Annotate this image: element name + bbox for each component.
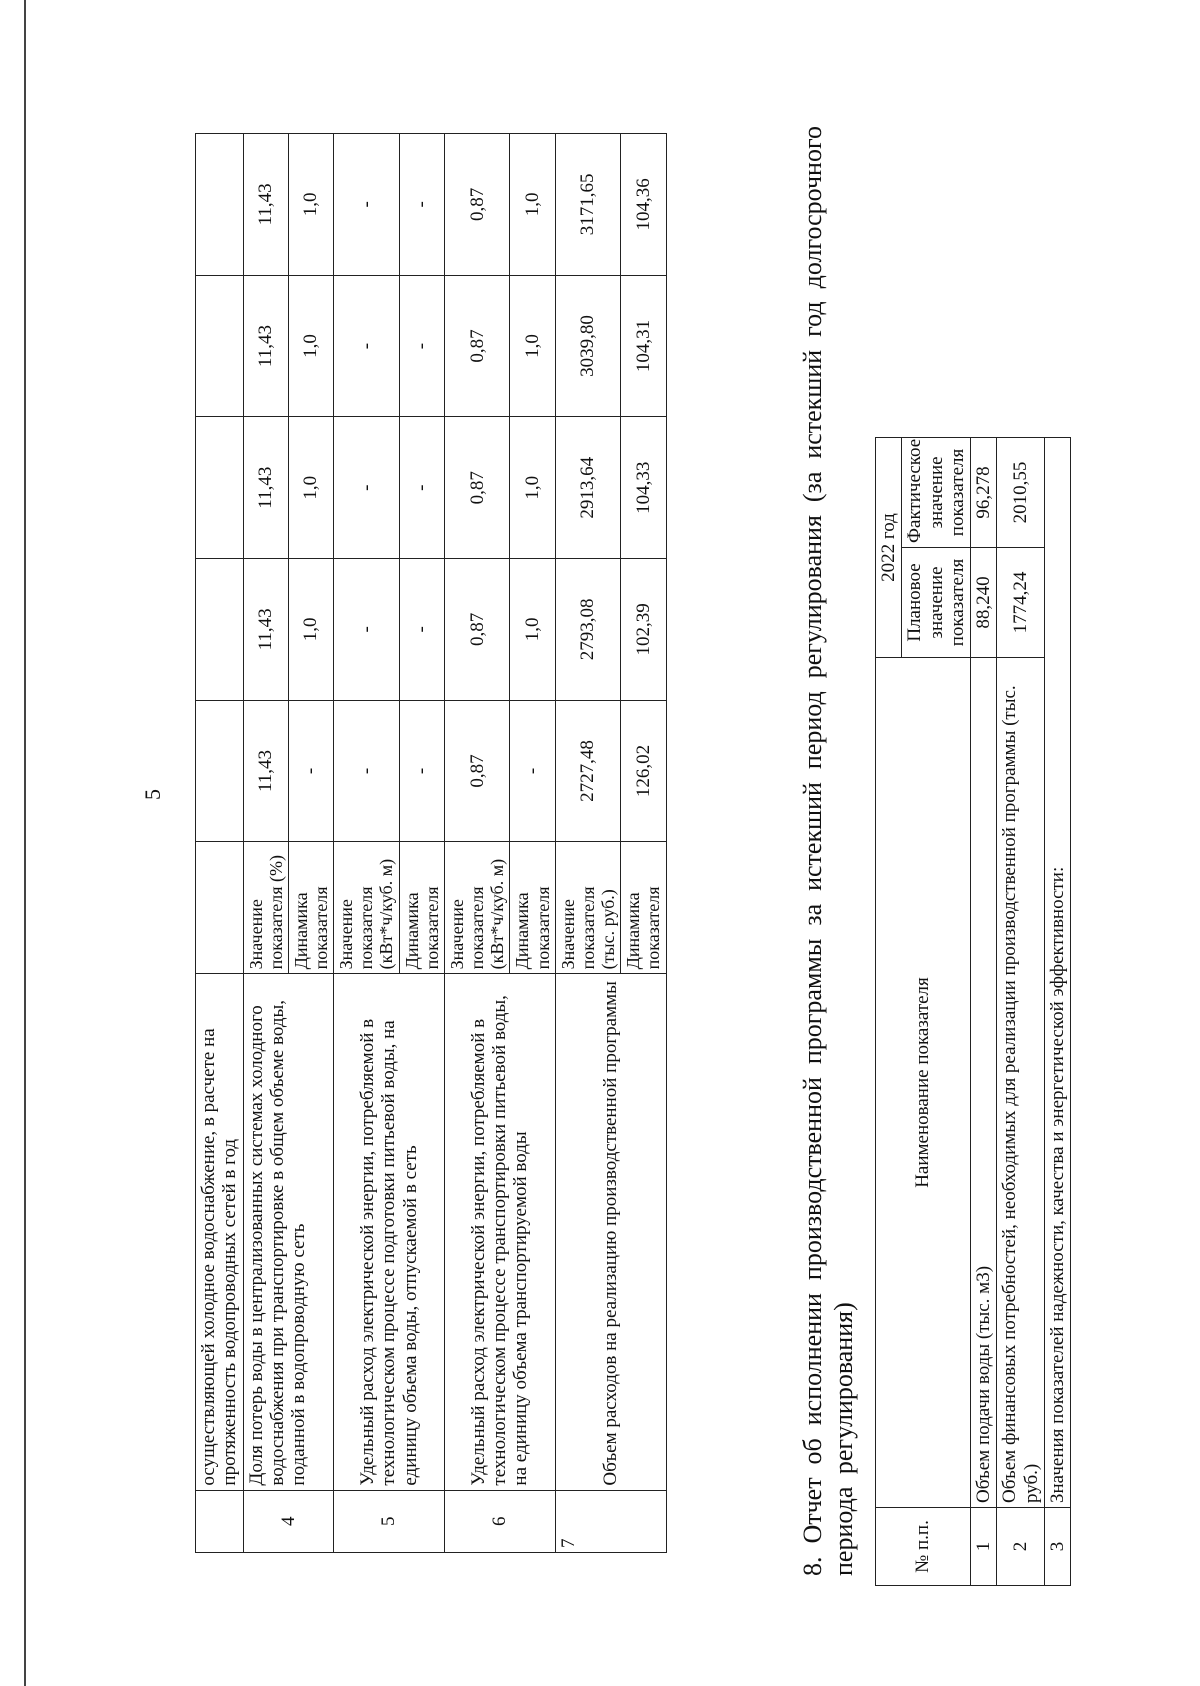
indicator-name: осуществляющей холодное водоснабжение, в расчете на протяженность водопроводных сетей в год [196,974,244,1490]
table-row [971,437,997,1585]
column-header-year: 2022 год [876,437,902,657]
value-cell: 104,31 [621,275,666,417]
value-cell: 11,43 [243,134,288,276]
value-cell: - [334,134,399,276]
column-header-plan: Плановое значение показателя [902,548,971,658]
value-cell: - [334,417,399,559]
table-row [196,134,244,1553]
value-cell: 1,0 [510,275,555,417]
value-cell: 0,87 [444,417,509,559]
value-cell: 1,0 [288,559,333,701]
table-row [243,134,288,1553]
column-header-num: № п.п. [876,1508,971,1586]
value-cell: 104,33 [621,417,666,559]
column-header-name: Наименование показателя [876,658,971,1508]
value-cell: - [334,275,399,417]
value-cell: 2793,08 [555,559,620,701]
value-cell: - [399,275,444,417]
indicator-name: Объем финансовых потребностей, необходимых для реализации производственной программы (тыс. руб.) [997,658,1045,1508]
value-cell: - [399,134,444,276]
unit-cell: Значение показателя (кВт*ч/куб. м) [334,842,399,974]
row-number: 2 [997,1508,1045,1586]
value-cell: - [288,700,333,842]
value-cell: 3039,80 [555,275,620,417]
value-cell: 102,39 [621,559,666,701]
section-8-heading: 8. Отчет об исполнении производственной программы за истекший период регулирования (за истекший год долгосрочного периода регулирования) [798,126,858,1576]
value-cell: - [399,417,444,559]
fact-value: 96,278 [971,437,997,547]
program-report-table [875,437,1071,1586]
table-row [444,134,509,1553]
value-cell: 1,0 [510,134,555,276]
value-cell: - [399,559,444,701]
table-row [334,134,399,1553]
value-cell: - [399,700,444,842]
table-row [1044,437,1070,1585]
row-number: 1 [971,1508,997,1586]
value-cell: 1,0 [288,134,333,276]
value-cell: 1,0 [510,417,555,559]
value-cell: - [334,700,399,842]
value-cell: - [334,559,399,701]
table-row [997,437,1045,1585]
value-cell: 1,0 [510,559,555,701]
unit-cell: Динамика показателя [510,842,555,974]
unit-cell: Динамика показателя [288,842,333,974]
row-number: 6 [444,1490,555,1552]
row-number: 7 [555,1490,666,1552]
value-cell: 0,87 [444,700,509,842]
row-number: 5 [334,1490,445,1552]
fact-value: 2010,55 [997,437,1045,547]
plan-value: 1774,24 [997,548,1045,658]
unit-cell: Динамика показателя [621,842,666,974]
value-cell: 0,87 [444,559,509,701]
value-cell: 11,43 [243,700,288,842]
value-cell: - [510,700,555,842]
table-row [555,134,620,1553]
unit-cell: Значение показателя (кВт*ч/куб. м) [444,842,509,974]
value-cell: 0,87 [444,134,509,276]
value-cell: 2727,48 [555,700,620,842]
unit-cell: Динамика показателя [399,842,444,974]
value-cell: 11,43 [243,417,288,559]
value-cell: 2913,64 [555,417,620,559]
indicator-name: Значения показателей надежности, качества и энергетической эффективности: [1044,437,1070,1507]
row-number [196,1490,244,1552]
indicator-name: Доля потерь воды в централизованных системах холодного водоснабжения при транспортировке в общем объеме воды, поданной в водопроводную сеть [243,974,334,1490]
value-cell: 3171,65 [555,134,620,276]
value-cell: 126,02 [621,700,666,842]
column-header-fact: Фактическое значение показателя [902,437,971,547]
indicator-name: Удельный расход электрической энергии, потребляемой в технологическом процессе подготовки питьевой воды, на единицу объема воды, отпускаемой в сеть [334,974,445,1490]
unit-cell: Значение показателя (тыс. руб.) [555,842,620,974]
indicator-name: Объем расходов на реализацию производственной программы [555,974,666,1490]
value-cell: 0,87 [444,275,509,417]
unit-cell: Значение показателя (%) [243,842,288,974]
plan-value: 88,240 [971,548,997,658]
row-number: 3 [1044,1508,1070,1586]
indicators-table [195,133,667,1553]
value-cell: 1,0 [288,417,333,559]
table-header-row [876,437,902,1585]
value-cell: 104,36 [621,134,666,276]
indicator-name: Удельный расход электрической энергии, потребляемой в технологическом процессе транспортировки питьевой воды, на единицу объема транспортируемой воды [444,974,555,1490]
value-cell: 11,43 [243,275,288,417]
value-cell: 1,0 [288,275,333,417]
row-number: 4 [243,1490,334,1552]
indicator-name: Объем подачи воды (тыс. м3) [971,658,997,1508]
value-cell: 11,43 [243,559,288,701]
page-number: 5 [140,789,165,800]
